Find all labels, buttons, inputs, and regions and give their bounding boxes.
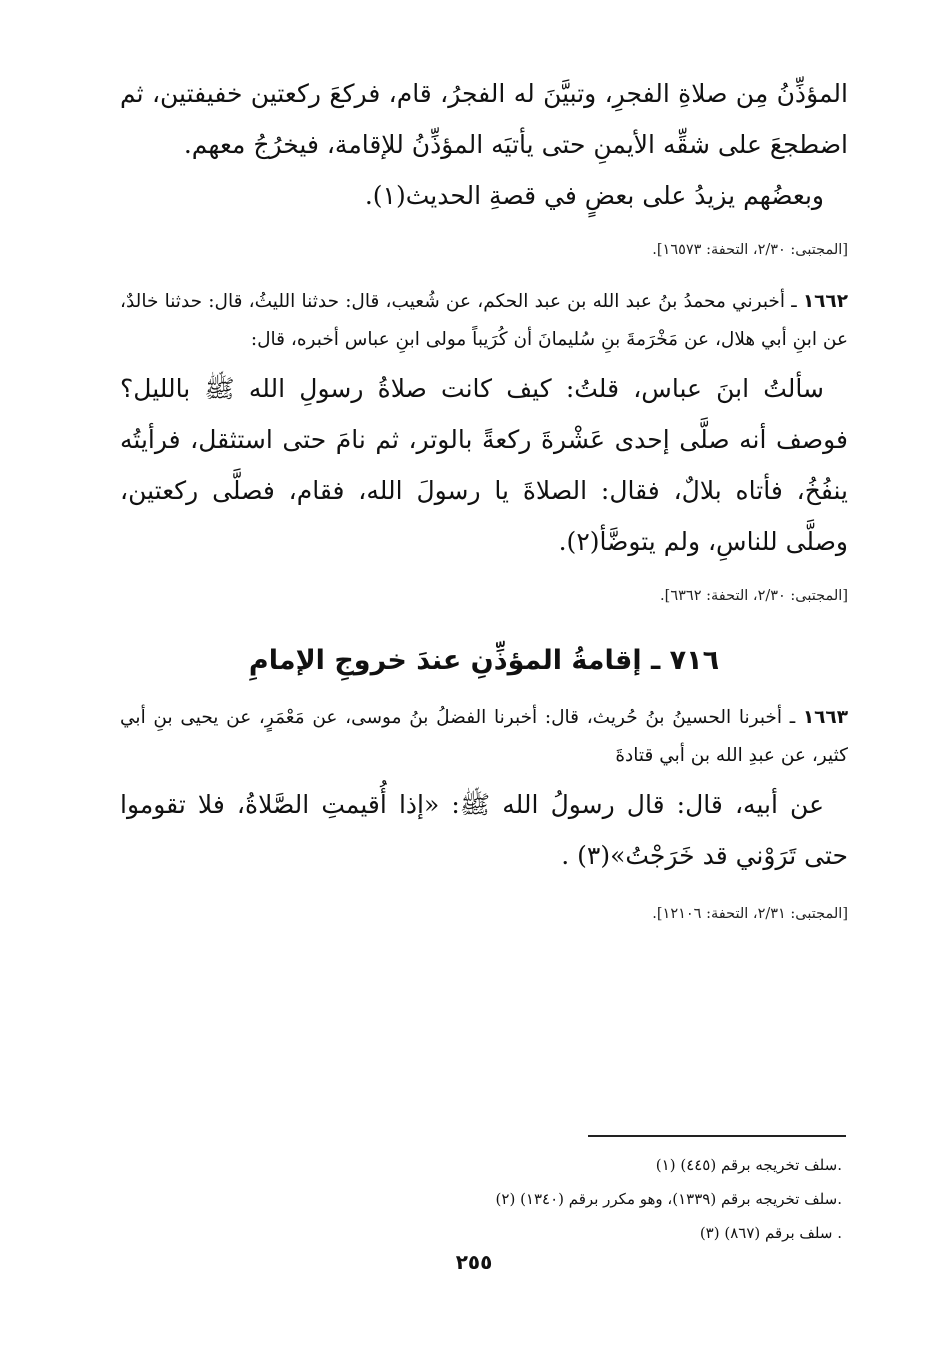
reference-1662: [المجتبى: ٢/٣٠، التحفة: ٦٣٦٢]. [660,588,848,604]
paragraph-note: وبعضُهم يزيدُ على بعضٍ في قصةِ الحديث(١). [364,181,824,210]
hadith-1662-isnad [120,283,848,359]
footnotes [322,1148,842,1250]
footnote-3: (٣) سلف برقم (٨٦٧) . [699,1224,842,1242]
page-number: ٢٥٥ [455,1250,493,1274]
paragraph-continuation: المؤذِّنُ مِن صلاةِ الفجرِ، وتبيَّنَ له الفجرُ، قام، فركعَ ركعتين خفيفتين، ثم اضطجعَ على شقِّه الأيمنِ حتى يأتيَه المؤذِّنُ للإقامة، فيخرُجُ معهم. [120,79,848,159]
footnote-separator [588,1135,846,1137]
hadith-1662-chain: ـ أخبرني محمدُ بنُ عبد الله بن عبد الحكم، عن شُعيب، قال: حدثنا الليثُ، قال: حدثنا خالدٌ، عن ابنِ أبي هلال، عن مَخْرَمةَ بنِ سُليمانَ أن كُرَيباً مولى ابنِ عباس أخبره، قال: [120,291,848,350]
hadith-1663-chain: ـ أخبرنا الحسينُ بنُ حُريث، قال: أخبرنا الفضلُ بنُ موسى، عن مَعْمَرٍ، عن يحيى بنِ أبي كثير، عن عبدِ الله بن أبي قتادةَ [120,707,848,766]
hadith-number-1663: ١٦٦٣ [802,707,848,728]
reference-1661: [المجتبى: ٢/٣٠، التحفة: ١٦٥٧٣]. [652,242,848,258]
hadith-1662-text: سألتُ ابنَ عباس، قلتُ: كيف كانت صلاةُ رسولِ الله ﷺ بالليل؟ فوصف أنه صلَّى إحدى عَشْرةَ ركعةً بالوتر، ثم نامَ حتى استثقل، فرأيتُه ينفُخُ، فأتاه بلالٌ، فقال: الصلاةَ يا رسولَ الله، فقام، فصلَّى ركعتين، وصلَّى للناسِ، ولم يتوضَّأ(٢). [120,374,848,556]
hadith-number-1662: ١٦٦٢ [802,291,848,312]
hadith-1663-isnad [120,699,848,775]
footnote-1: (١) سلف تخريجه برقم (٤٤٥). [655,1156,842,1174]
reference-1663: [المجتبى: ٢/٣١، التحفة: ١٢١٠٦]. [652,906,848,922]
hadith-1663-text: عن أبيه، قال: قال رسولُ الله ﷺ: «إذا أُقيمتِ الصَّلاةُ، فلا تقوموا حتى تَرَوْني قد خَرَجْتُ»(٣) . [120,790,848,870]
chapter-heading: ٧١٦ ـ إقامةُ المؤذِّنِ عندَ خروجِ الإمامِ [248,645,720,676]
footnote-2: (٢) سلف تخريجه برقم (١٣٣٩)، وهو مكرر برقم (١٣٤٠). [495,1190,842,1208]
